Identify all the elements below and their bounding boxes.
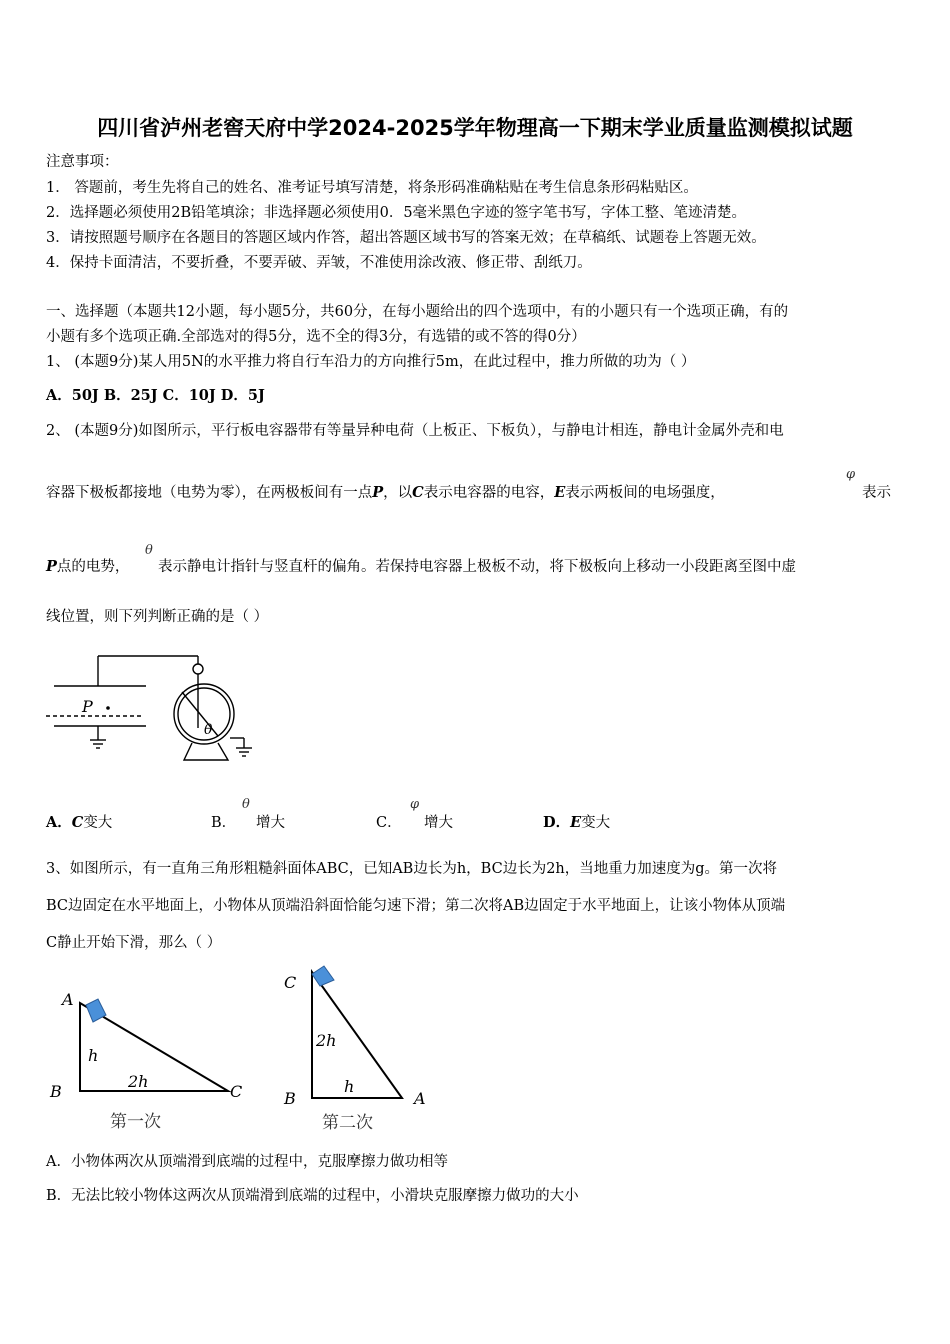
fig1-label-b: B — [50, 1082, 62, 1101]
capacitor-electrometer-figure — [46, 648, 266, 776]
fig2-label-b: B — [284, 1089, 296, 1108]
q1-options: A．50J B．25J C．10J D．5J — [46, 387, 265, 404]
q2-option-d: D．E变大 — [543, 814, 611, 831]
fig2-label-a: A — [414, 1089, 426, 1108]
q1-stem: 1、 (本题9分)某人用5N的水平推力将自行车沿力的方向推行5m，在此过程中，推力所做的功为（ ） — [46, 354, 696, 370]
theta-symbol: θ — [145, 543, 153, 558]
fig1-label-c: C — [230, 1082, 243, 1101]
q3-option-a: A．小物体两次从顶端滑到底端的过程中，克服摩擦力做功相等 — [46, 1154, 448, 1170]
q2-option-b-text: 增大 — [256, 815, 285, 831]
section-heading-line2: 小题有多个选项正确.全部选对的得5分，选不全的得3分，有选错的或不答的得0分） — [46, 329, 586, 345]
q2-line2-tail: 表示 — [862, 485, 891, 501]
fig-p-label: P — [82, 697, 93, 716]
page-title: 四川省泸州老窖天府中学2024-2025学年物理高一下期末学业质量监测模拟试题 — [97, 116, 853, 140]
q2-option-a: A．C变大 — [46, 814, 113, 831]
q3-option-b: B．无法比较小物体这两次从顶端滑到底端的过程中，小滑块克服摩擦力做功的大小 — [46, 1188, 579, 1204]
section-heading-line1: 一、选择题（本题共12小题，每小题5分，共60分，在每小题给出的四个选项中，有的小题只有一个选项正确，有的 — [46, 304, 789, 320]
notice-item: 1． 答题前，考生先将自己的姓名、准考证号填写清楚，将条形码准确粘贴在考生信息条形码粘贴区。 — [46, 180, 698, 196]
q2-option-c-label: C． — [376, 815, 402, 831]
fig2-caption: 第二次 — [322, 1113, 373, 1133]
fig1-label-h: h — [88, 1046, 99, 1065]
triangle-figure-first — [46, 985, 256, 1135]
fig2-label-h: h — [344, 1077, 355, 1096]
fig-theta-label: θ — [204, 722, 213, 738]
q2-line2: 容器下极板都接地（电势为零），在两极板间有一点P，以C表示电容器的电容，E表示两板间的电场强度， — [46, 484, 725, 501]
q2-line1: 2、 (本题9分)如图所示，平行板电容器带有等量异种电荷（上板正、下板负），与静电计相连，静电计金属外壳和电 — [46, 423, 784, 439]
q2-option-b-label: B． — [211, 815, 237, 831]
notice-item: 3．请按照题号顺序在各题目的答题区域内作答，超出答题区域书写的答案无效；在草稿纸、试题卷上答题无效。 — [46, 230, 766, 246]
fig2-label-c: C — [284, 973, 297, 992]
fig1-label-2h: 2h — [128, 1072, 149, 1091]
phi-symbol: φ — [846, 467, 856, 482]
notice-item: 4．保持卡面清洁，不要折叠，不要弄破、弄皱，不准使用涂改液、修正带、刮纸刀。 — [46, 255, 592, 271]
q2-line3: P点的电势， — [46, 558, 130, 575]
fig1-label-a: A — [62, 990, 74, 1009]
q3-line2: BC边固定在水平地面上，小物体从顶端沿斜面恰能匀速下滑；第二次将AB边固定于水平地面上，让该小物体从顶端 — [46, 898, 786, 914]
triangle-figure-second — [278, 962, 438, 1142]
q3-line3: C静止开始下滑，那么（ ） — [46, 935, 222, 951]
fig2-label-2h: 2h — [316, 1031, 337, 1050]
notice-item: 2．选择题必须使用2B铅笔填涂；非选择题必须使用0．5毫米黑色字迹的签字笔书写，字体工整、笔迹清楚。 — [46, 205, 747, 221]
q2-line3-tail: 表示静电计指针与竖直杆的偏角。若保持电容器上极板不动，将下极板向上移动一小段距离至图中虚 — [158, 559, 796, 575]
q2-option-c-text: 增大 — [424, 815, 453, 831]
q2-option-b-symbol: θ — [242, 797, 250, 812]
q3-line1: 3、如图所示，有一直角三角形粗糙斜面体ABC，已知AB边长为h，BC边长为2h，当地重力加速度为g。第一次将 — [46, 861, 778, 877]
q2-line4: 线位置，则下列判断正确的是（ ） — [46, 609, 269, 625]
notice-heading: 注意事项： — [46, 154, 119, 170]
q2-option-c-symbol: φ — [410, 797, 420, 812]
fig1-caption: 第一次 — [110, 1112, 161, 1132]
